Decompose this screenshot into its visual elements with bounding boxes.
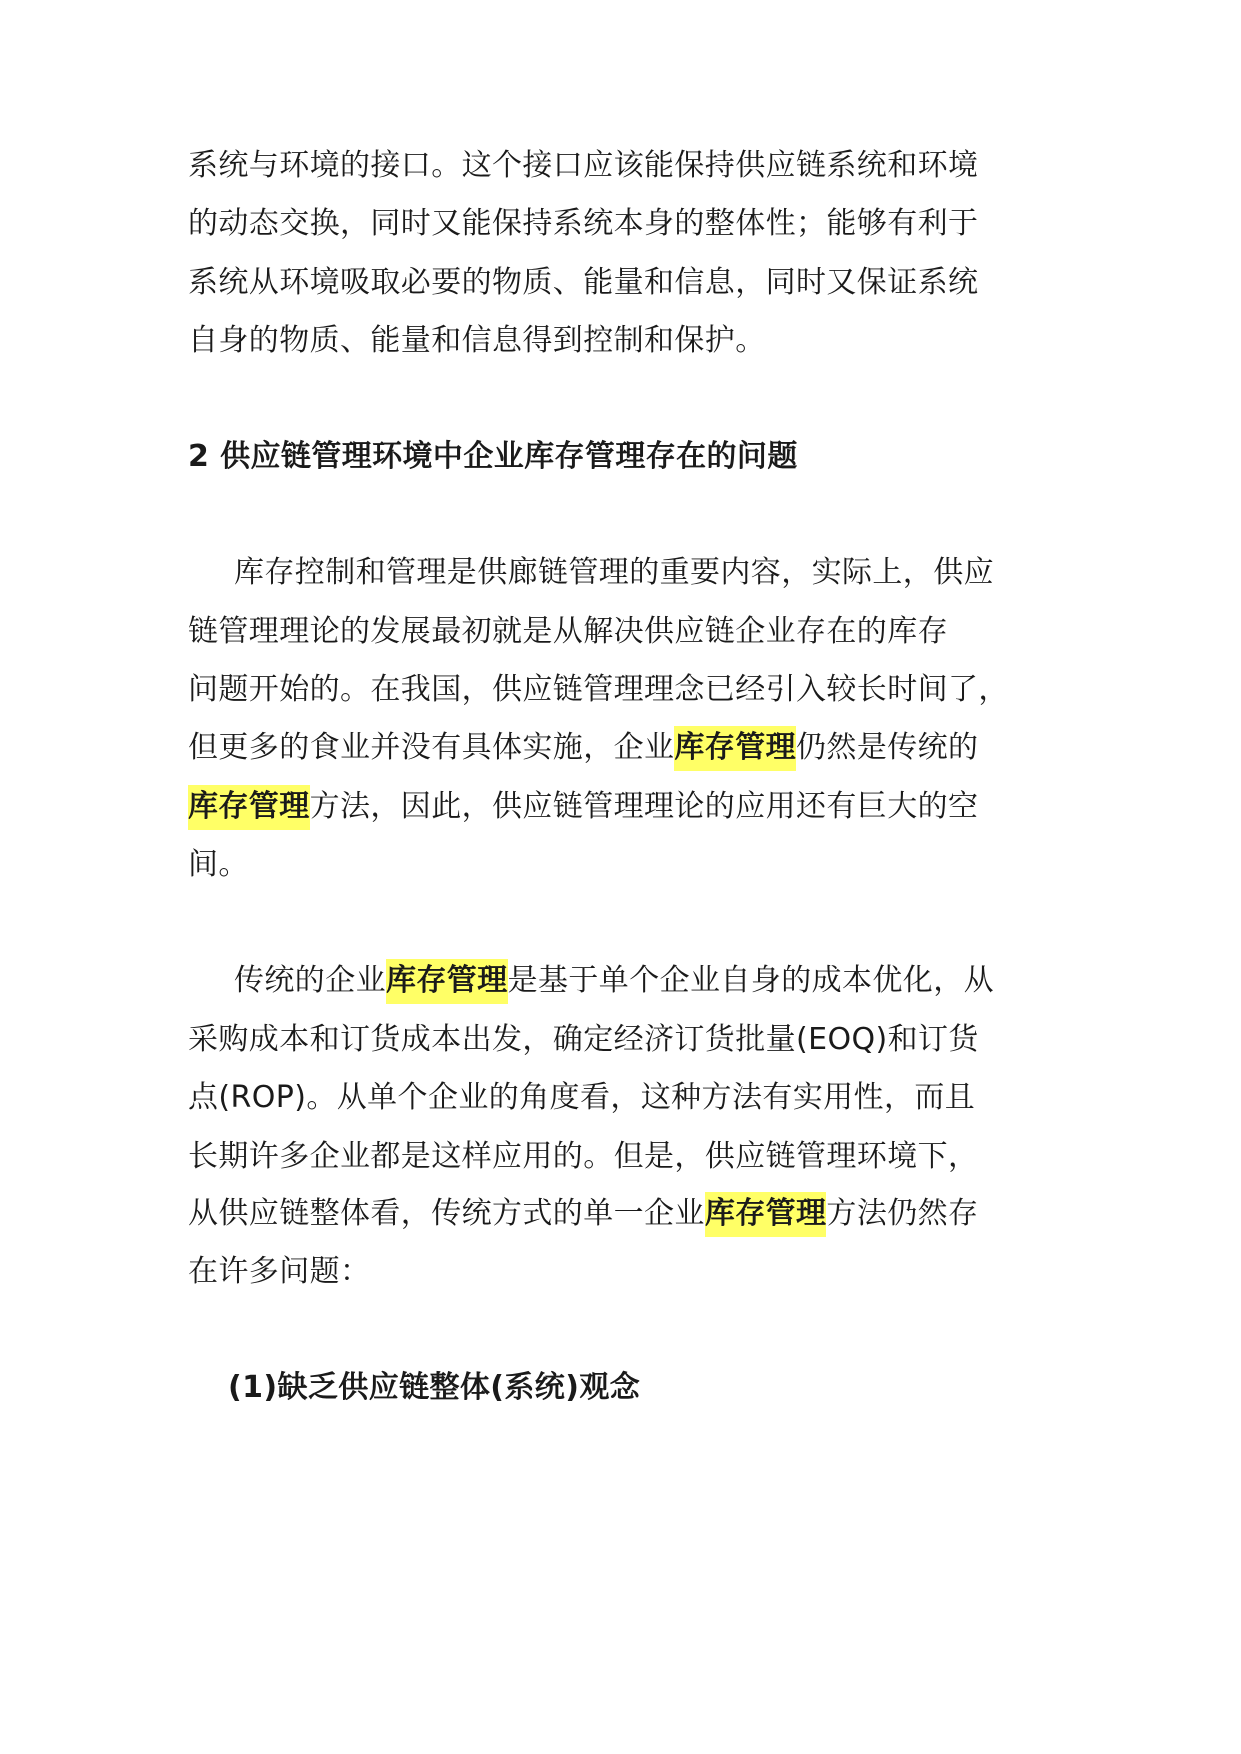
paragraph-1-line-1: 系统与环境的接口。这个接口应该能保持供应链系统和环境 — [188, 148, 979, 183]
paragraph-3-line-2: 采购成本和订货成本出发，确定经济订货批量(EOQ)和订货 — [188, 1022, 979, 1057]
highlighted-term: 库存管理 — [705, 1192, 827, 1237]
highlighted-term: 库存管理 — [386, 959, 508, 1004]
paragraph-3-line-5 — [188, 1192, 978, 1236]
paragraph-2-line-4 — [188, 726, 978, 770]
paragraph-3-line-3: 点(ROP)。从单个企业的角度看，这种方法有实用性，而且 — [188, 1080, 976, 1115]
paragraph-1-line-4: 自身的物质、能量和信息得到控制和保护。 — [188, 323, 766, 358]
paragraph-2-line-6: 间。 — [188, 847, 249, 882]
paragraph-3-line-4: 长期许多企业都是这样应用的。但是，供应链管理环境下， — [188, 1139, 979, 1174]
paragraph-2-line-4-text-after: 仍然是传统的 — [796, 730, 979, 765]
paragraph-2-line-5 — [188, 785, 978, 829]
paragraph-3-line-6: 在许多问题： — [188, 1254, 371, 1289]
paragraph-3-line-1 — [234, 959, 994, 1003]
paragraph-3-line-5-text-after: 方法仍然存 — [826, 1196, 979, 1231]
paragraph-2-line-5-text: 方法，因此，供应链管理理论的应用还有巨大的空 — [309, 789, 979, 824]
highlighted-term: 库存管理 — [188, 785, 310, 830]
paragraph-1-line-2: 的动态交换，同时又能保持系统本身的整体性；能够有利于 — [188, 206, 979, 241]
section-heading: 2 供应链管理环境中企业库存管理存在的问题 — [188, 439, 798, 474]
paragraph-1-line-3: 系统从环境吸取必要的物质、能量和信息，同时又保证系统 — [188, 265, 979, 300]
paragraph-2-line-3: 问题开始的。在我国，供应链管理理念已经引入较长时间了， — [188, 672, 1009, 707]
highlighted-term: 库存管理 — [674, 726, 796, 771]
paragraph-2-line-1: 库存控制和管理是供廊链管理的重要内容，实际上，供应 — [234, 555, 994, 590]
paragraph-2-line-2: 链管理理论的发展最初就是从解决供应链企业存在的库存 — [188, 614, 948, 649]
paragraph-2-line-4-text: 但更多的食业并没有具体实施，企业 — [188, 730, 675, 765]
subheading: (1)缺乏供应链整体(系统)观念 — [228, 1370, 641, 1405]
paragraph-3-line-1-text-after: 是基于单个企业自身的成本优化，从 — [507, 963, 995, 998]
paragraph-3-line-5-text: 从供应链整体看，传统方式的单一企业 — [188, 1196, 705, 1231]
paragraph-3-line-1-text: 传统的企业 — [234, 963, 386, 998]
